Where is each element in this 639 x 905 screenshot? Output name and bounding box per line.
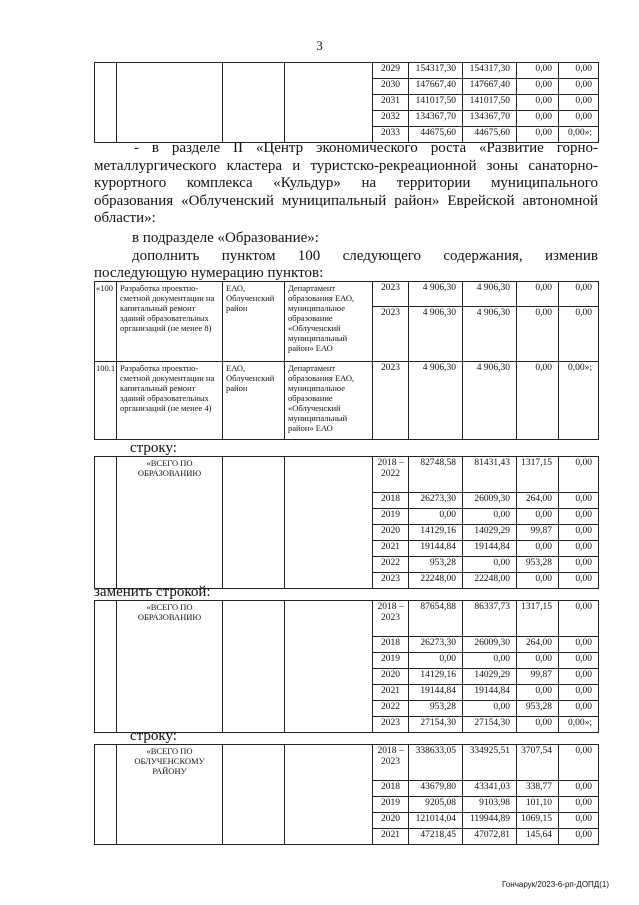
total-cell: 43679,80	[409, 781, 463, 797]
regional-cell: 1317,15	[517, 457, 559, 493]
table-row	[95, 362, 599, 440]
regional-cell: 0,00	[517, 685, 559, 701]
total-cell: 19144,84	[409, 685, 463, 701]
local-cell: 0,00	[559, 685, 599, 701]
total-cell: 22248,00	[409, 573, 463, 589]
local-cell: 0,00	[559, 63, 599, 79]
federal-cell: 4 906,30	[463, 307, 517, 362]
item-number: «100	[95, 282, 117, 362]
total-cell: 87654,88	[409, 601, 463, 637]
local-cell: 0,00	[559, 669, 599, 685]
federal-cell: 4 906,30	[463, 362, 517, 440]
regional-cell: 953,28	[517, 557, 559, 573]
total-cell: 4 906,30	[409, 307, 463, 362]
exec-cell	[285, 601, 373, 733]
exec-cell	[285, 63, 373, 143]
regional-cell: 0,00	[517, 282, 559, 307]
year-cell: 2018 – 2023	[373, 745, 409, 781]
total-cell: 9205,08	[409, 797, 463, 813]
local-cell: 0,00	[559, 745, 599, 781]
item-place: ЕАО, Облученский район	[223, 282, 285, 362]
regional-cell: 99,87	[517, 525, 559, 541]
local-cell: 0,00	[559, 282, 599, 307]
federal-cell: 14029,29	[463, 669, 517, 685]
federal-cell: 19144,84	[463, 541, 517, 557]
total-cell: 19144,84	[409, 541, 463, 557]
year-cell: 2021	[373, 829, 409, 845]
table-row	[95, 282, 599, 307]
regional-cell: 264,00	[517, 493, 559, 509]
num-cell	[95, 63, 117, 143]
label-row-2: строку:	[130, 728, 177, 744]
year-cell: 2032	[373, 111, 409, 127]
year-cell: 2023	[373, 362, 409, 440]
regional-cell: 0,00	[517, 79, 559, 95]
local-cell: 0,00	[559, 813, 599, 829]
exec-cell	[285, 457, 373, 589]
year-cell: 2020	[373, 813, 409, 829]
regional-cell: 264,00	[517, 637, 559, 653]
total-cell: 4 906,30	[409, 282, 463, 307]
regional-cell: 0,00	[517, 509, 559, 525]
total-cell: 47218,45	[409, 829, 463, 845]
year-cell: 2031	[373, 95, 409, 111]
year-cell: 2023	[373, 282, 409, 307]
total-cell: 27154,30	[409, 717, 463, 733]
year-cell: 2021	[373, 541, 409, 557]
local-cell: 0,00	[559, 457, 599, 493]
place-cell	[223, 63, 285, 143]
paragraph-line: курортного комплекса «Кульдур» на территории муниципального	[94, 175, 598, 191]
exec-cell	[285, 745, 373, 845]
total-cell: 147667,40	[409, 79, 463, 95]
regional-cell: 0,00	[517, 362, 559, 440]
regional-cell: 0,00	[517, 127, 559, 143]
regional-cell: 0,00	[517, 653, 559, 669]
year-cell: 2023	[373, 717, 409, 733]
federal-cell: 4 906,30	[463, 282, 517, 307]
regional-cell: 0,00	[517, 307, 559, 362]
federal-cell: 22248,00	[463, 573, 517, 589]
total-cell: 141017,50	[409, 95, 463, 111]
local-cell: 0,00	[559, 637, 599, 653]
local-cell: 0,00	[559, 79, 599, 95]
table-row	[95, 457, 599, 493]
year-cell: 2020	[373, 525, 409, 541]
local-cell: 0,00	[559, 653, 599, 669]
regional-cell: 953,28	[517, 701, 559, 717]
table-new-row-education	[94, 600, 599, 733]
local-cell: 0,00	[559, 557, 599, 573]
total-cell: 0,00	[409, 653, 463, 669]
regional-cell: 1317,15	[517, 601, 559, 637]
local-cell: 0,00»;	[559, 717, 599, 733]
table-district-total	[94, 744, 599, 845]
total-cell: 953,28	[409, 557, 463, 573]
total-cell: 26273,30	[409, 637, 463, 653]
table-continuation	[94, 62, 599, 143]
federal-cell: 9103,98	[463, 797, 517, 813]
total-cell: 338633,05	[409, 745, 463, 781]
regional-cell: 145,64	[517, 829, 559, 845]
total-cell: 82748,58	[409, 457, 463, 493]
local-cell: 0,00»;	[559, 127, 599, 143]
place-cell	[223, 745, 285, 845]
regional-cell: 101,10	[517, 797, 559, 813]
regional-cell: 338,77	[517, 781, 559, 797]
federal-cell: 134367,70	[463, 111, 517, 127]
label-row: строку:	[130, 440, 177, 456]
table-row	[95, 745, 599, 781]
year-cell: 2023	[373, 307, 409, 362]
total-cell: 121014,04	[409, 813, 463, 829]
federal-cell: 0,00	[463, 557, 517, 573]
federal-cell: 43341,03	[463, 781, 517, 797]
year-cell: 2033	[373, 127, 409, 143]
total-cell: 14129,16	[409, 525, 463, 541]
table-old-row-education	[94, 456, 599, 589]
item-name: Разработка проектно-сметной документации на капитальный ремонт зданий образовательных организаций (не менее 8)	[117, 282, 223, 362]
total-cell: 4 906,30	[409, 362, 463, 440]
regional-cell: 0,00	[517, 95, 559, 111]
total-name: «ВСЕГО ПО ОБРАЗОВАНИЮ	[117, 457, 223, 589]
total-cell: 134367,70	[409, 111, 463, 127]
year-cell: 2023	[373, 573, 409, 589]
federal-cell: 334925,51	[463, 745, 517, 781]
page-number: 3	[316, 38, 323, 53]
total-cell: 26273,30	[409, 493, 463, 509]
federal-cell: 86337,73	[463, 601, 517, 637]
year-cell: 2018	[373, 637, 409, 653]
local-cell: 0,00	[559, 701, 599, 717]
add-instruction-line: дополнить пунктом 100 следующего содержания, изменив	[132, 248, 598, 264]
total-cell: 154317,30	[409, 63, 463, 79]
paragraph-line: образования «Облученский муниципальный район» Еврейской автономной	[94, 192, 598, 209]
item-number: 100.1	[95, 362, 117, 440]
year-cell: 2029	[373, 63, 409, 79]
item-executor: Департамент образования ЕАО, муниципальное образование «Облученский муниципальный район» ЕАО	[285, 362, 373, 440]
table-row	[95, 601, 599, 637]
paragraph-line: - в разделе II «Центр экономического роста «Развитие горно-	[134, 140, 598, 156]
year-cell: 2021	[373, 685, 409, 701]
add-instruction-line-2: последующую нумерацию пунктов:	[94, 265, 324, 281]
year-cell: 2019	[373, 797, 409, 813]
year-cell: 2018	[373, 781, 409, 797]
local-cell: 0,00	[559, 829, 599, 845]
federal-cell: 14029,29	[463, 525, 517, 541]
year-cell: 2022	[373, 557, 409, 573]
local-cell: 0,00	[559, 525, 599, 541]
paragraph-line: металлургического кластера и туристско-рекреационной зоны санаторно-	[94, 157, 598, 174]
total-name: «ВСЕГО ПО ОБЛУЧЕНСКОМУ РАЙОНУ	[117, 745, 223, 845]
local-cell: 0,00	[559, 509, 599, 525]
regional-cell: 0,00	[517, 63, 559, 79]
federal-cell: 0,00	[463, 653, 517, 669]
local-cell: 0,00	[559, 573, 599, 589]
year-cell: 2030	[373, 79, 409, 95]
paragraph-line: области»:	[94, 210, 156, 226]
year-cell: 2018 – 2022	[373, 457, 409, 493]
federal-cell: 119944,89	[463, 813, 517, 829]
local-cell: 0,00	[559, 493, 599, 509]
total-cell: 0,00	[409, 509, 463, 525]
num-cell	[95, 601, 117, 733]
total-cell: 44675,60	[409, 127, 463, 143]
federal-cell: 141017,50	[463, 95, 517, 111]
num-cell	[95, 457, 117, 589]
local-cell: 0,00	[559, 111, 599, 127]
local-cell: 0,00	[559, 95, 599, 111]
year-cell: 2018 – 2023	[373, 601, 409, 637]
name-cell	[117, 63, 223, 143]
num-cell	[95, 745, 117, 845]
place-cell	[223, 601, 285, 733]
total-name: «ВСЕГО ПО ОБРАЗОВАНИЮ	[117, 601, 223, 733]
item-name: Разработка проектно-сметной документации на капитальный ремонт зданий образовательных организаций (не менее 4)	[117, 362, 223, 440]
regional-cell: 0,00	[517, 717, 559, 733]
year-cell: 2019	[373, 653, 409, 669]
table-new-items	[94, 281, 599, 440]
federal-cell: 0,00	[463, 701, 517, 717]
federal-cell: 26009,30	[463, 493, 517, 509]
label-replace: заменить строкой:	[94, 584, 211, 600]
regional-cell: 3707,54	[517, 745, 559, 781]
regional-cell: 1069,15	[517, 813, 559, 829]
regional-cell: 99,87	[517, 669, 559, 685]
regional-cell: 0,00	[517, 573, 559, 589]
federal-cell: 26009,30	[463, 637, 517, 653]
regional-cell: 0,00	[517, 111, 559, 127]
year-cell: 2020	[373, 669, 409, 685]
local-cell: 0,00»;	[559, 362, 599, 440]
year-cell: 2018	[373, 493, 409, 509]
federal-cell: 27154,30	[463, 717, 517, 733]
local-cell: 0,00	[559, 797, 599, 813]
local-cell: 0,00	[559, 541, 599, 557]
federal-cell: 147667,40	[463, 79, 517, 95]
local-cell: 0,00	[559, 601, 599, 637]
year-cell: 2019	[373, 509, 409, 525]
subsection-line: в подразделе «Образование»:	[132, 230, 319, 246]
local-cell: 0,00	[559, 781, 599, 797]
table-row	[95, 63, 599, 79]
federal-cell: 81431,43	[463, 457, 517, 493]
item-executor: Департамент образования ЕАО, муниципальное образование «Облученский муниципальный район» ЕАО	[285, 282, 373, 362]
local-cell: 0,00	[559, 307, 599, 362]
total-cell: 14129,16	[409, 669, 463, 685]
federal-cell: 47072,81	[463, 829, 517, 845]
federal-cell: 44675,60	[463, 127, 517, 143]
federal-cell: 154317,30	[463, 63, 517, 79]
federal-cell: 0,00	[463, 509, 517, 525]
regional-cell: 0,00	[517, 541, 559, 557]
footer-code: Гончарук/2023-6-рп-ДОПД(1)	[502, 880, 609, 889]
item-place: ЕАО, Облученский район	[223, 362, 285, 440]
place-cell	[223, 457, 285, 589]
section-paragraph	[94, 140, 598, 228]
total-cell: 953,28	[409, 701, 463, 717]
year-cell: 2022	[373, 701, 409, 717]
federal-cell: 19144,84	[463, 685, 517, 701]
